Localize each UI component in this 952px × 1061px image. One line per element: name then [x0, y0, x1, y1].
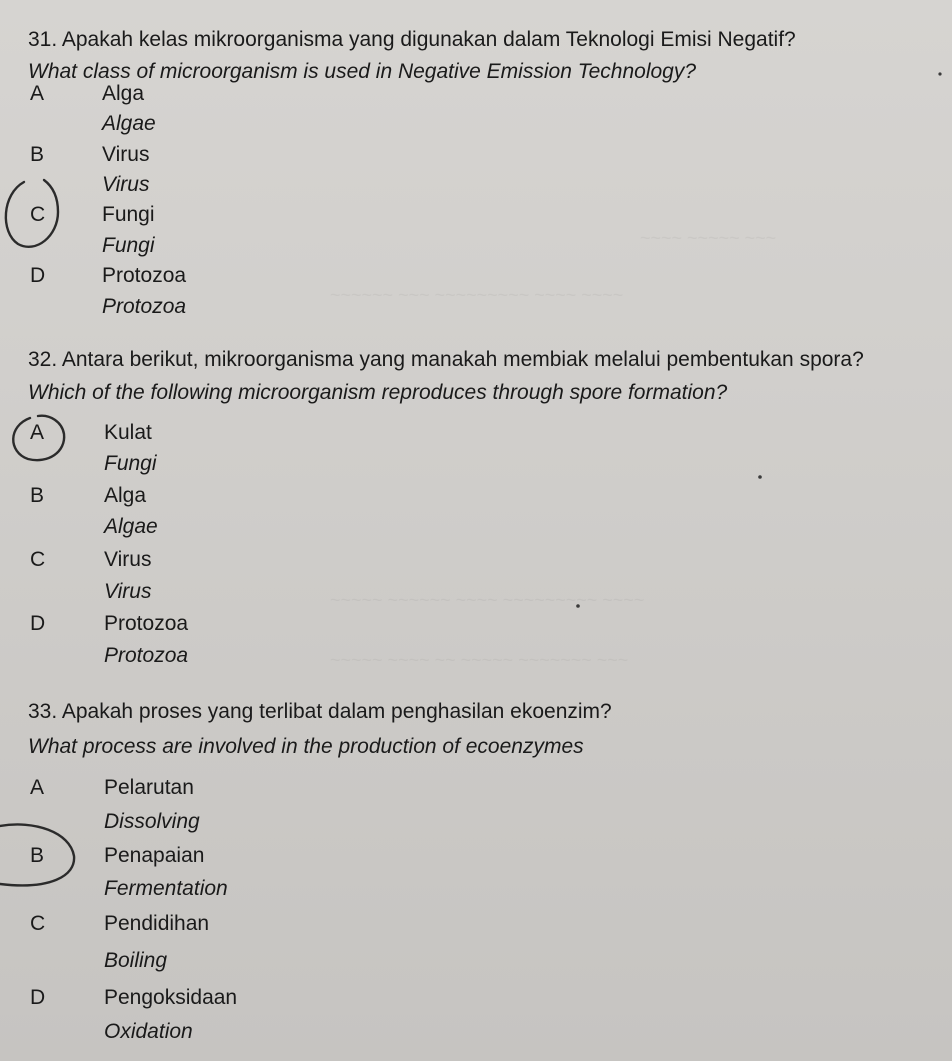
- bleed-through-text: ~~~~~~ ~~~ ~~~~~~~~~ ~~~~ ~~~~: [330, 285, 624, 305]
- q32-option-a-letter[interactable]: A: [30, 421, 45, 444]
- q33-option-c-letter[interactable]: C: [30, 912, 46, 935]
- question-33-title-en: What process are involved in the production of ecoenzymes: [28, 735, 584, 758]
- q31-option-c-en: Fungi: [102, 234, 155, 257]
- q33-option-a-en: Dissolving: [104, 810, 200, 833]
- q33-option-b-en: Fermentation: [104, 877, 228, 900]
- q31-option-d-en: Protozoa: [102, 295, 187, 318]
- q32-option-a-ms: Kulat: [104, 421, 152, 444]
- q32-option-b-letter[interactable]: B: [30, 484, 45, 507]
- bleed-through-text: ~~~~~ ~~~~ ~~ ~~~~~ ~~~~~~~ ~~~: [330, 650, 629, 670]
- q33-option-d-ms: Pengoksidaan: [104, 986, 238, 1009]
- pencil-dot: [938, 72, 941, 75]
- q33-option-b-ms: Penapaian: [104, 844, 205, 867]
- pencil-dot: [758, 475, 762, 479]
- question-33-title-ms: 33. Apakah proses yang terlibat dalam penghasilan ekoenzim?: [28, 700, 612, 723]
- q32-option-c-letter[interactable]: C: [30, 548, 46, 571]
- q33-option-d-letter[interactable]: D: [30, 986, 46, 1009]
- q33-option-a-ms: Pelarutan: [104, 776, 194, 799]
- question-31-title-ms: 31. Apakah kelas mikroorganisma yang digunakan dalam Teknologi Emisi Negatif?: [28, 28, 796, 51]
- q32-option-a-en: Fungi: [104, 452, 157, 475]
- q31-option-b-letter[interactable]: B: [30, 143, 45, 166]
- q31-option-c-letter[interactable]: C: [30, 203, 46, 226]
- q33-option-c-ms: Pendidihan: [104, 912, 210, 935]
- q31-option-c-ms: Fungi: [102, 203, 155, 226]
- pencil-dot: [576, 604, 580, 608]
- bleed-through-text: ~~~~ ~~~~~ ~~~: [640, 228, 777, 248]
- question-32-title-en: Which of the following microorganism reproduces through spore formation?: [28, 381, 728, 404]
- q32-option-d-en: Protozoa: [104, 644, 189, 667]
- q31-option-a-letter[interactable]: A: [30, 82, 45, 105]
- q33-option-c-en: Boiling: [104, 949, 168, 972]
- bleed-through-text: ~~~~~ ~~~~~~ ~~~~ ~~~~~~~~~ ~~~~: [330, 590, 645, 610]
- q33-option-a-letter[interactable]: A: [30, 776, 45, 799]
- q31-option-d-ms: Protozoa: [102, 264, 187, 287]
- q31-option-b-en: Virus: [102, 173, 150, 196]
- q32-option-c-ms: Virus: [104, 548, 152, 571]
- q32-option-c-en: Virus: [104, 580, 152, 603]
- q31-option-d-letter[interactable]: D: [30, 264, 46, 287]
- q32-option-d-ms: Protozoa: [104, 612, 189, 635]
- q32-option-d-letter[interactable]: D: [30, 612, 46, 635]
- q31-option-a-en: Algae: [102, 112, 156, 135]
- q33-option-d-en: Oxidation: [104, 1020, 193, 1043]
- q31-option-a-ms: Alga: [102, 82, 145, 105]
- q33-option-b-letter[interactable]: B: [30, 844, 45, 867]
- q32-option-b-ms: Alga: [104, 484, 147, 507]
- q31-option-b-ms: Virus: [102, 143, 150, 166]
- question-31-title-en: What class of microorganism is used in Negative Emission Technology?: [28, 60, 697, 83]
- q32-option-b-en: Algae: [104, 515, 158, 538]
- question-32-title-ms: 32. Antara berikut, mikroorganisma yang manakah membiak melalui pembentukan spora?: [28, 348, 864, 371]
